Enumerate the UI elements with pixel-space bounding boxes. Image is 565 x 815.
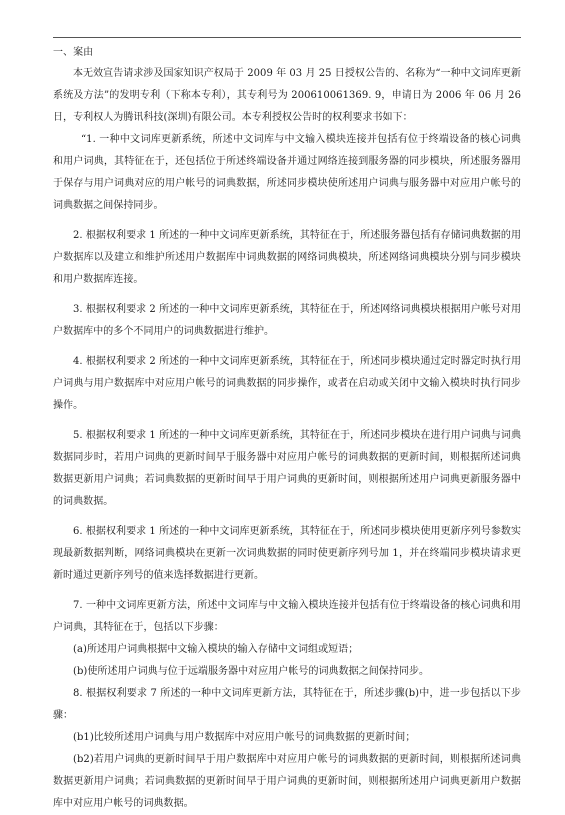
claim-4: 4. 根据权利要求 2 所述的一种中文词库更新系统，其特征在于，所述同步模块通过定时器定时执行用户词典与用户数据库中对应用户帐号的词典数据的同步操作，或者在启动或关闭中文输入模块时执行同步操作。 xyxy=(53,356,521,411)
claim-3: 3. 根据权利要求 2 所述的一种中文词库更新系统，其特征在于，所述网络词典模块根据用户帐号对用户数据库中的多个不同用户的词典数据进行维护。 xyxy=(53,304,521,337)
claim-7: 7. 一种中文词库更新方法，所述中文词库与中文输入模块连接并包括有位于终端设备的核心词典和用户词典，其特征在于，包括以下步骤： xyxy=(53,600,521,633)
claim-8-step-b1: (b1)比较所述用户词典与用户数据库中对应用户帐号的词典数据的更新时间； xyxy=(73,732,416,743)
intro-paragraph: 本无效宣告请求涉及国家知识产权局于 2009 年 03 月 25 日授权公告的、名称为“一种中文词库更新系统及方法”的发明专利（下称本专利），其专利号为 200610061369. 9，申请日为 2006 年 06 月 26 日，专利权人为腾讯科技(深圳)有限公司。本专利授权公告时的权利要求书如下： xyxy=(53,68,521,123)
claim-1: “1. 一种中文词库更新系统，所述中文词库与中文输入模块连接并包括有位于终端设备的核心词典和用户词典，其特征在于，还包括位于所述终端设备并通过网络连接到服务器的同步模块，所述服务器用于保存与用户词典对应的用户帐号的词典数据，所述同步模块使所述用户词典与服务器中对应用户帐号的词典数据之间保持同步。 xyxy=(53,134,521,211)
claim-7-step-b: (b)使所述用户词典与位于远端服务器中对应用户帐号的词典数据之间保持同步。 xyxy=(73,666,430,677)
claim-6: 6. 根据权利要求 1 所述的一种中文词库更新系统，其特征在于，所述同步模块使用更新序列号参数实现最新数据判断，网络词典模块在更新一次词典数据的同时使更新序列号加 1，并在终端同步模块请求更新时通过更新序列号的值来选择数据进行更新。 xyxy=(53,526,521,581)
top-rule xyxy=(53,37,521,38)
section-heading: 一、案由 xyxy=(53,47,94,58)
claim-7-step-a: (a)所述用户词典根据中文输入模块的输入存储中文词组或短语； xyxy=(73,644,359,655)
claim-2: 2. 根据权利要求 1 所述的一种中文词库更新系统，其特征在于，所述服务器包括有存储词典数据的用户数据库以及建立和维护所述用户数据库中词典数据的网络词典模块，所述网络词典模块分别与同步模块和用户数据库连接。 xyxy=(53,230,521,285)
document-body xyxy=(53,43,521,815)
claim-8: 8. 根据权利要求 7 所述的一种中文词库更新方法，其特征在于，所述步骤(b)中，进一步包括以下步骤： xyxy=(53,688,521,721)
claim-8-step-b2: (b2)若用户词典的更新时间早于用户数据库中对应用户帐号的词典数据的更新时间，则根据所述词典数据更新用户词典；若词典数据的更新时间早于用户词典的更新时间，则根据所述用户词典更新用户数据库中对应用户帐号的词典数据。 xyxy=(53,754,521,809)
claim-5: 5. 根据权利要求 1 所述的一种中文词库更新系统，其特征在于，所述同步模块在进行用户词典与词典数据同步时，若用户词典的更新时间早于服务器中对应用户帐号的词典数据的更新时间，则根据所述词典数据更新用户词典；若词典数据的更新时间早于用户词典的更新时间，则根据所述用户词典更新服务器中的词典数据。 xyxy=(53,430,521,507)
